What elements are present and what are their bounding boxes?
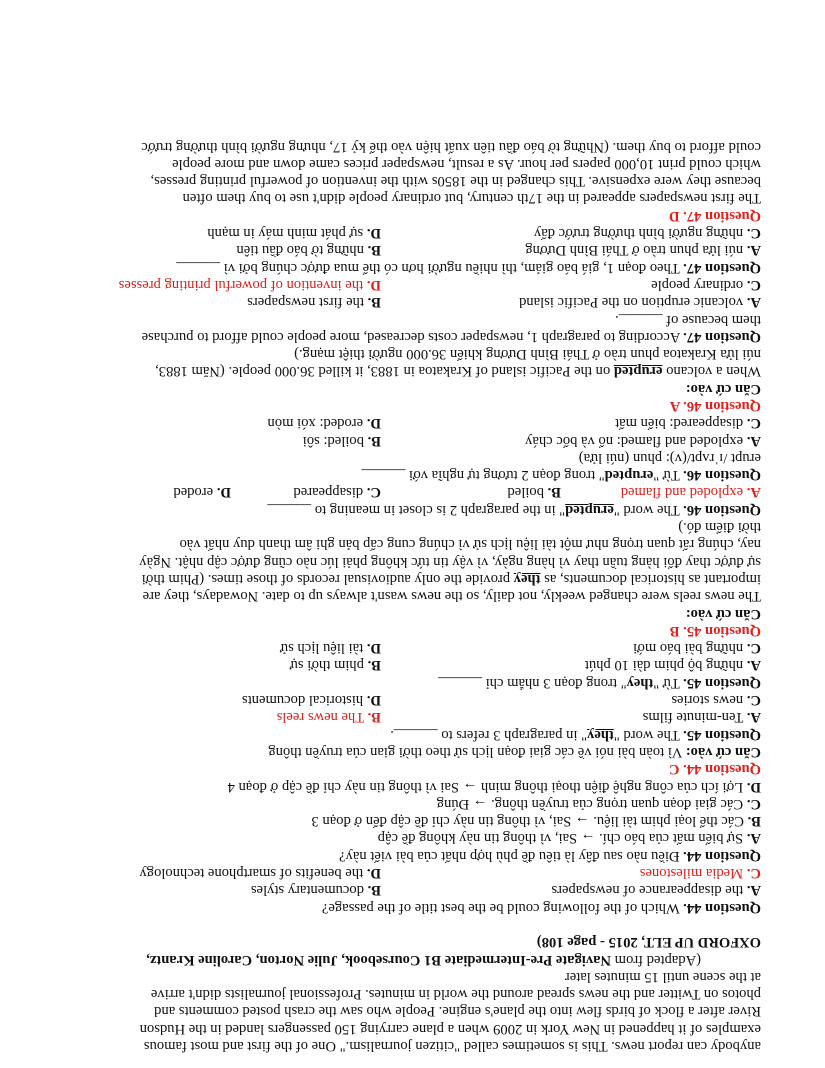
passage-excerpt: because they were expensive. This changed in the 1850s with the invention of powerful printing presses, [150, 173, 761, 190]
source-title: Navigate Pre-Intermediate B1 Coursebook, Julie Norton, Caroline Krantz, [146, 951, 612, 968]
question-text: Which of the following could be the best title of the passage? [321, 899, 684, 916]
options-row [59, 276, 761, 293]
passage-excerpt: important as historical documents, as they provide the only audiovisual records of those times. (Phim thời [141, 570, 761, 587]
explanation-row [59, 224, 761, 241]
passage-excerpt: thời điểm đó.) [678, 519, 761, 536]
question-number: Question 44. [683, 899, 761, 916]
explanation-a: A. exploded and flamed: nổ và bốc cháy [525, 432, 761, 449]
question-47: Question 47. According to paragraph 1, newspaper costs decreased, more people could afford to purchase [141, 328, 761, 345]
option-b: B. boiled [507, 484, 561, 501]
option-d: D. eroded [173, 484, 231, 501]
explanation-c: C. những bài báo mới [633, 640, 761, 657]
explanation-row [59, 431, 761, 448]
option-d: D. the benefits of smartphone technology [139, 865, 381, 882]
question-47-cont: them because of ______. [615, 311, 761, 328]
options-row [59, 881, 761, 898]
intro-line: at the scene until 15 minutes later [564, 968, 761, 985]
explanation-b: B. những tờ báo đầu tiên [236, 242, 381, 259]
passage-excerpt: The news reels were changed weekly, not daily, so the news wasn't always up to date. Nowadays, they are [142, 588, 761, 605]
answer-46: Question 46. A [669, 398, 761, 415]
ipa-note: erupt /ɪˈrʌpt/(v): phun (núi lửa) [578, 449, 761, 466]
passage-excerpt: nay, chúng rất quan trọng như một tài liệu lịch sử vì chúng cung cấp bản ghi âm thanh duy nhất vào [179, 536, 761, 553]
source-publisher: OXFORD UP ELT, 2015 - page 108) [536, 934, 761, 951]
question-46-vi: Question 46. Từ "erupted" trong đoạn 2 tương tự nghĩa với ______ [361, 467, 761, 484]
explanation-d: D. eroded: xói mòn [267, 415, 381, 432]
option-b: B. documentary styles [250, 882, 381, 899]
option-b-correct: B. The news reels [276, 709, 381, 726]
option-d-correct: D. the invention of powerful printing presses [118, 276, 381, 293]
question-44-vi: Question 44. Điều nào sau đây là tiêu đề phù hợp nhất của bài viết này? [339, 847, 761, 864]
passage-excerpt: The first newspapers appeared in the 17th century, but ordinary people didn't use to buy them often [182, 190, 761, 207]
options-row [59, 483, 761, 500]
explanation-row [59, 241, 761, 258]
options-row [59, 864, 761, 881]
option-c: C. ordinary people [651, 276, 761, 293]
basis-44: Căn cứ vào: Vì toàn bài nói về các giai đoạn lịch sử theo thời gian của truyền thông [268, 743, 761, 760]
explanation-c: C. disappeared: biến mất [615, 415, 761, 432]
explanation-c: C. những người bình thường trước đấy [533, 225, 761, 242]
explanation-d: D. Lợi ích của công nghệ điện thoại thông minh → Sai vì thông tin này chỉ đề cập ở đoạn 4 [227, 778, 761, 795]
options-row [59, 691, 761, 708]
answer-47: Question 47. D [668, 207, 761, 224]
passage-excerpt: which could print 10,000 papers per hour. As a result, newspaper prices came down and more people [172, 155, 761, 172]
option-a: A. Ten-minute films [642, 709, 761, 726]
passage-excerpt: núi lửa Krakatoa phun trào ở Thái Bình Dương khiến 36.000 người thiệt mạng.) [294, 346, 761, 363]
explanation-b: B. boiled: sôi [302, 432, 381, 449]
explanation-row [59, 414, 761, 431]
explanation-c: C. Các giai đoạn quan trọng của truyền thông. → Đúng [436, 795, 761, 812]
answer-45: Question 45. B [669, 622, 761, 639]
explanation-b: B. Các thể loại phim tài liệu. → Sai, vì thông tin này chỉ đề cập đến ở đoạn 3 [311, 813, 761, 830]
option-a-correct: A. exploded and flamed [620, 484, 761, 501]
question-45-vi: Question 45. Từ "they" trong đoạn 3 nhắm chỉ ______ [438, 674, 761, 691]
explanation-a: A. những bộ phim dài 10 phút [584, 657, 761, 674]
question-45: Question 45. The word "they" in paragraph 3 refers to ______. [390, 726, 761, 743]
basis-46: Căn cứ vào: [685, 380, 761, 397]
options-row [59, 708, 761, 725]
option-c: C. disappeared [293, 484, 381, 501]
source-prefix: (Adapted from [611, 951, 701, 968]
intro-line: examples of it happened in New York in 2009 when a plane carrying 150 passengers landed in the Hudson [139, 1020, 761, 1037]
option-c-correct: C. Media milestones [639, 865, 761, 882]
passage-excerpt: sự được thay đổi hàng tuần thay vì hàng ngày, vì vậy tin tức không phải lúc nào cũng được cập nhật. Ngày [139, 553, 761, 570]
passage-excerpt: could afford to buy them. (Những tờ báo đầu tiên xuất hiện vào thế kỷ 17, nhưng người bình thường trước [141, 138, 761, 155]
options-row [59, 293, 761, 310]
explanation-row [59, 656, 761, 673]
answer-44: Question 44. C [668, 761, 761, 778]
option-c: C. news stories [671, 692, 761, 709]
explanation-b: B. phim thời sự [289, 657, 381, 674]
question-46: Question 46. The word "erupted" in the paragraph 2 is closet in meaning to ______ [267, 501, 761, 518]
explanation-row [59, 639, 761, 656]
question-44 [59, 898, 761, 915]
document-content [59, 137, 761, 1054]
question-47-vi: Question 47. Theo đoạn 1, giá báo giảm, thì nhiều người hơn có thể mua được chúng bởi vì ______ [176, 259, 761, 276]
explanation-a: A. Sự biến mất của báo chí. → Sai, vì thông tin này không đề cập [377, 830, 761, 847]
passage-excerpt: When a volcano erupted on the Pacific island of Krakatoa in 1883, it killed 36.000 people. (Năm 1883, [155, 363, 761, 380]
intro-line: River after a flock of birds flew into the plane's engine. People who saw the crash posted comments and [154, 1003, 761, 1020]
explanation-d: D. tài liệu lịch sử [280, 640, 381, 657]
basis-45: Căn cứ vào: [685, 605, 761, 622]
intro-line: anybody can report news. This is sometimes called "citizen journalism." One of the first and most famous [143, 1038, 761, 1054]
explanation-a: A. núi lửa phun trào ở Thái Bình Dương [525, 242, 761, 259]
intro-line: photos on Twitter and the news spread around the world in minutes. Professional journalists didn't arrive [150, 986, 761, 1003]
explanation-d: D. sự phát minh máy in mạnh [207, 225, 381, 242]
option-b: B. the first newspapers [247, 294, 381, 311]
option-a: A. volcanic eruption on the Pacific island [519, 294, 761, 311]
option-d: D. historical documents [241, 692, 381, 709]
option-a: A. the disappearance of newspapers [551, 882, 761, 899]
source-citation [59, 950, 761, 967]
